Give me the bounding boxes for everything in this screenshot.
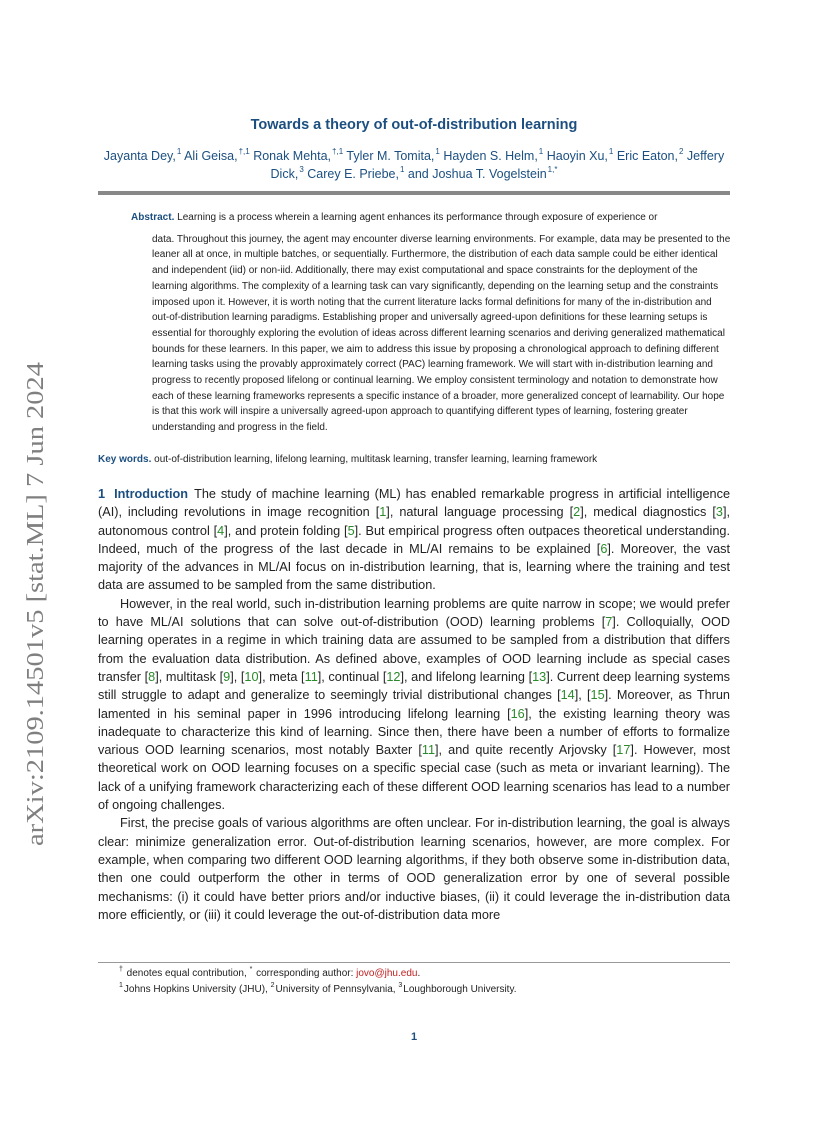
author-affiliation-mark: 2 [678, 146, 684, 156]
paragraph-text: , and lifelong learning [404, 669, 529, 684]
paragraph-text: , meta [262, 669, 302, 684]
affiliation-text: Loughborough University. [403, 984, 517, 995]
author-affiliation-mark: 1,* [547, 164, 558, 174]
paragraph-text: The study of machine learning (ML) has enabled remarkable progress in artificial intelligence (AI), including revolutions in image recognition [98, 487, 730, 520]
abstract-first-line [131, 210, 731, 226]
citation-link[interactable]: 13 [532, 669, 547, 684]
star-mark: * [249, 965, 253, 973]
author-affiliation-mark: †,1 [238, 146, 250, 156]
author-affiliation-mark: 3 [299, 164, 304, 174]
arxiv-id-text: arXiv:2109.14501v5 [stat.ML] 7 Jun 2024 [23, 438, 49, 846]
paragraph-text: . However, most theoretical work on OOD learning focuses on a specific special case (such as meta or invariant learning). The lack of a unifying framework characterizing each of these different OOD learning scenarios has lead to a number of ongoing challenges. [98, 743, 730, 813]
author-name: Ronak Mehta, [253, 149, 332, 163]
citation-link[interactable]: 2 [573, 505, 581, 520]
author-name: and Joshua T. Vogelstein [407, 167, 547, 181]
paragraph [98, 814, 730, 924]
citation-link[interactable]: 15 [590, 688, 605, 703]
paragraph-text: . Moreover, the vast majority of the advances in ML/AI focus on in-distribution learning, that is, learning where the training and test data are assumed to be sampled from the same distribution. [98, 541, 730, 593]
paragraph-text: , [233, 669, 241, 684]
paragraph-text: However, in the real world, such in-distribution learning problems are quite narrow in scope; we would prefer to have ML/AI solutions that can solve out-of-distribution (OOD) learning problems [98, 596, 730, 630]
citation-link[interactable]: 10 [244, 669, 259, 684]
footnote-affiliations [119, 982, 729, 998]
page-number: 1 [410, 1031, 418, 1043]
abstract [131, 210, 731, 436]
abstract-first-text: Learning is a process wherein a learning agent enhances its performance through exposure of experience or [177, 212, 658, 223]
citation-link[interactable]: 3 [715, 505, 723, 520]
citation-link[interactable]: 14 [560, 688, 575, 703]
author-name: Ali Geisa, [184, 149, 238, 163]
citation-link[interactable]: 16 [510, 706, 525, 721]
abstract-label: Abstract. [131, 212, 175, 223]
citation-link[interactable]: 11 [304, 669, 318, 684]
citation-link[interactable]: 12 [386, 669, 401, 684]
dagger-mark: † [119, 965, 123, 973]
paragraph-text: , and quite recently Arjovsky [438, 743, 613, 758]
paragraph-text: , continual [321, 669, 383, 684]
paragraph-text: , medical diagnostics [583, 505, 713, 520]
section-title: Introduction [114, 487, 189, 501]
section-number: 1 [98, 487, 106, 501]
affiliation-mark: 1 [119, 981, 123, 989]
keywords-text: out-of-distribution learning, lifelong learning, multitask learning, transfer learning, learning framework [154, 454, 598, 465]
citation-link[interactable]: 7 [605, 615, 613, 630]
paragraph-text: . Moreover, as Thrun lamented in his seminal paper in 1996 introducing lifelong learning [98, 688, 730, 721]
paragraph: 1 Introduction The study of machine learning (ML) has enabled remarkable progress in artificial intelligence (AI), including revolutions in image recognition [1], natural language processing [2], medical diagnostics [3], autonomous control [4], and protein folding [5]. But empirical progress often outpaces theoretical understanding. Indeed, much of the progress of the last decade in ML/AI remains to be explained [6]. Moreover, the vast majority of the advances in ML/AI focus on in-distribution learning, that is, learning where the training and test data are assumed to be sampled from the same distribution. [98, 487, 730, 593]
affiliation-mark: 2 [270, 981, 275, 989]
keywords-label: Key words. [98, 454, 152, 465]
author-name: Jayanta Dey, [103, 149, 176, 163]
author-affiliation-mark: 1 [538, 146, 544, 156]
affiliation-mark: 3 [398, 981, 403, 989]
citation-link[interactable]: 6 [600, 541, 608, 556]
footnote-text: denotes equal contribution, [123, 968, 250, 979]
footnote-text: . [417, 968, 421, 979]
paragraph: However, in the real world, such in-distribution learning problems are quite narrow in scope; we would prefer to have ML/AI solutions that can solve out-of-distribution (OOD) learning problems [7]. Colloquially, OOD learning operates in a regime in which training data are assumed to be sampled from a distribution that differs from the evaluation data distribution. As defined above, examples of OOD learning include as special cases transfer [8], multitask [9], [10], meta [11], continual [12], and lifelong learning [13]. Current deep learning systems still struggle to adapt and generalize to seemingly trivial distributional changes [14], [15]. Moreover, as Thrun lamented in his seminal paper in 1996 introducing lifelong learning [16], the existing learning theory was inadequate to characterize this kind of learning. Since then, there have been a number of efforts to formalize various OOD learning scenarios, most notably Baxter [11], and quite recently Arjovsky [17]. However, most theoretical work on OOD learning focuses on a specific special case (such as meta or invariant learning). The lack of a unifying framework characterizing each of these different OOD learning scenarios has lead to a number of ongoing challenges. [98, 596, 730, 813]
author-name: Hayden S. Helm, [443, 149, 538, 163]
introduction-section [98, 485, 730, 924]
author-affiliation-mark: 1 [399, 164, 405, 174]
title-rule [98, 191, 730, 195]
author-name: Tyler M. Tomita, [346, 149, 435, 163]
paragraph-text: , natural language processing [389, 505, 570, 520]
paragraph-text: , autonomous control [98, 505, 730, 538]
paragraph-text: . Current deep learning systems still struggle to adapt and generalize to seemingly trivial distributional changes [98, 669, 730, 703]
paragraph-text: , multitask [158, 669, 220, 684]
author-affiliation-mark: †,1 [332, 146, 344, 156]
author-name: Carey E. Priebe, [307, 167, 399, 181]
citation-link[interactable]: 11 [421, 743, 436, 758]
author-email-link[interactable]: jovo@jhu.edu [356, 968, 418, 979]
paragraph-text: , the existing learning theory was inadequate to characterize this kind of learning. Since then, there have been a number of efforts to formalize various OOD learning scenarios, most notably Baxter [98, 706, 730, 758]
arxiv-identifier-stamp [14, 360, 52, 848]
paragraph-text: . But empirical progress often outpaces theoretical understanding. Indeed, much of the progress of the last decade in ML/AI remains to be explained [98, 523, 730, 556]
abstract-body: data. Throughout this journey, the agent may encounter diverse learning environments. For example, data may be presented to the leaner all at once, in multiple batches, or sequentially. Furthermore, the distribution of each data sample could be either identical and independent (iid) or non-iid. Additionally, there may exist computational and space constraints for the deployment of the learning algorithms. The complexity of a learning task can vary significantly, depending on the learning setup and the constraints imposed upon it. However, it is worth noting that the current literature lacks formal definitions for many of the in-distribution and out-of-distribution learning paradigms. Establishing proper and universally agreed-upon definitions for these learning setups is essential for thoroughly exploring the evolution of ideas across different learning scenarios and deriving generalized mathematical bounds for these learners. In this paper, we aim to address this issue by proposing a chronological approach to defining different learning tasks using the provably approximately correct (PAC) learning framework. We will start with in-distribution learning and progress to recently proposed lifelong or continual learning. We employ consistent terminology and notation to demonstrate how each of these learning frameworks represents a specific instance of a broader, more generalized concept of learnability. Our hope is that this work will inspire a universally agreed-upon approach to quantifying different types of learning, fostering greater understanding and progress in the field. [152, 233, 731, 434]
citation-link[interactable]: 9 [223, 669, 231, 684]
paragraph-text: First, the precise goals of various algorithms are often unclear. For in-distribution learning, the goal is always clear: minimize generalization error. Out-of-distribution learning scenarios, however, are more complex. For example, when comparing two different OOD learning algorithms, if they both observe some in-distribution data, then one could outperform the other in terms of OOD generalization error by one of several possible mechanisms: (i) it could have better priors and/or inductive biases, (ii) it could leverage the in-distribution data more efficiently, or (iii) it could leverage the out-of-distribution data more [98, 816, 730, 922]
affiliation-text: Johns Hopkins University (JHU), [123, 984, 271, 995]
keywords [98, 453, 730, 467]
citation-link[interactable]: 17 [616, 743, 631, 758]
paragraph-text: , [578, 688, 587, 703]
citation-link[interactable]: 5 [347, 523, 355, 538]
author-list [98, 147, 730, 183]
author-name: Jeffery Dick, [270, 149, 725, 181]
citation-link[interactable]: 4 [217, 523, 225, 538]
paragraph-text: . Colloquially, OOD learning operates in a regime in which training data are assumed to be sampled from a distribution that differs from the evaluation data distribution. As defined above, examples of OOD learning include as special cases transfer [98, 615, 730, 684]
footnote-rule [98, 962, 730, 963]
author-affiliation-mark: 1 [176, 146, 182, 156]
paragraph-text: , and protein folding [227, 523, 345, 538]
author-affiliation-mark: 1 [608, 146, 614, 156]
footnote-contribution [119, 966, 729, 982]
author-affiliation-mark: 1 [435, 146, 440, 156]
affiliation-text: University of Pennsylvania, [275, 984, 399, 995]
citation-link[interactable]: 1 [379, 505, 387, 520]
citation-link[interactable]: 8 [148, 669, 156, 684]
author-name: Eric Eaton, [616, 149, 678, 163]
paper-title: Towards a theory of out-of-distribution learning [250, 117, 578, 133]
footnote-text: corresponding author: [253, 968, 357, 979]
author-name: Haoyin Xu, [546, 149, 608, 163]
footnotes [119, 966, 729, 998]
